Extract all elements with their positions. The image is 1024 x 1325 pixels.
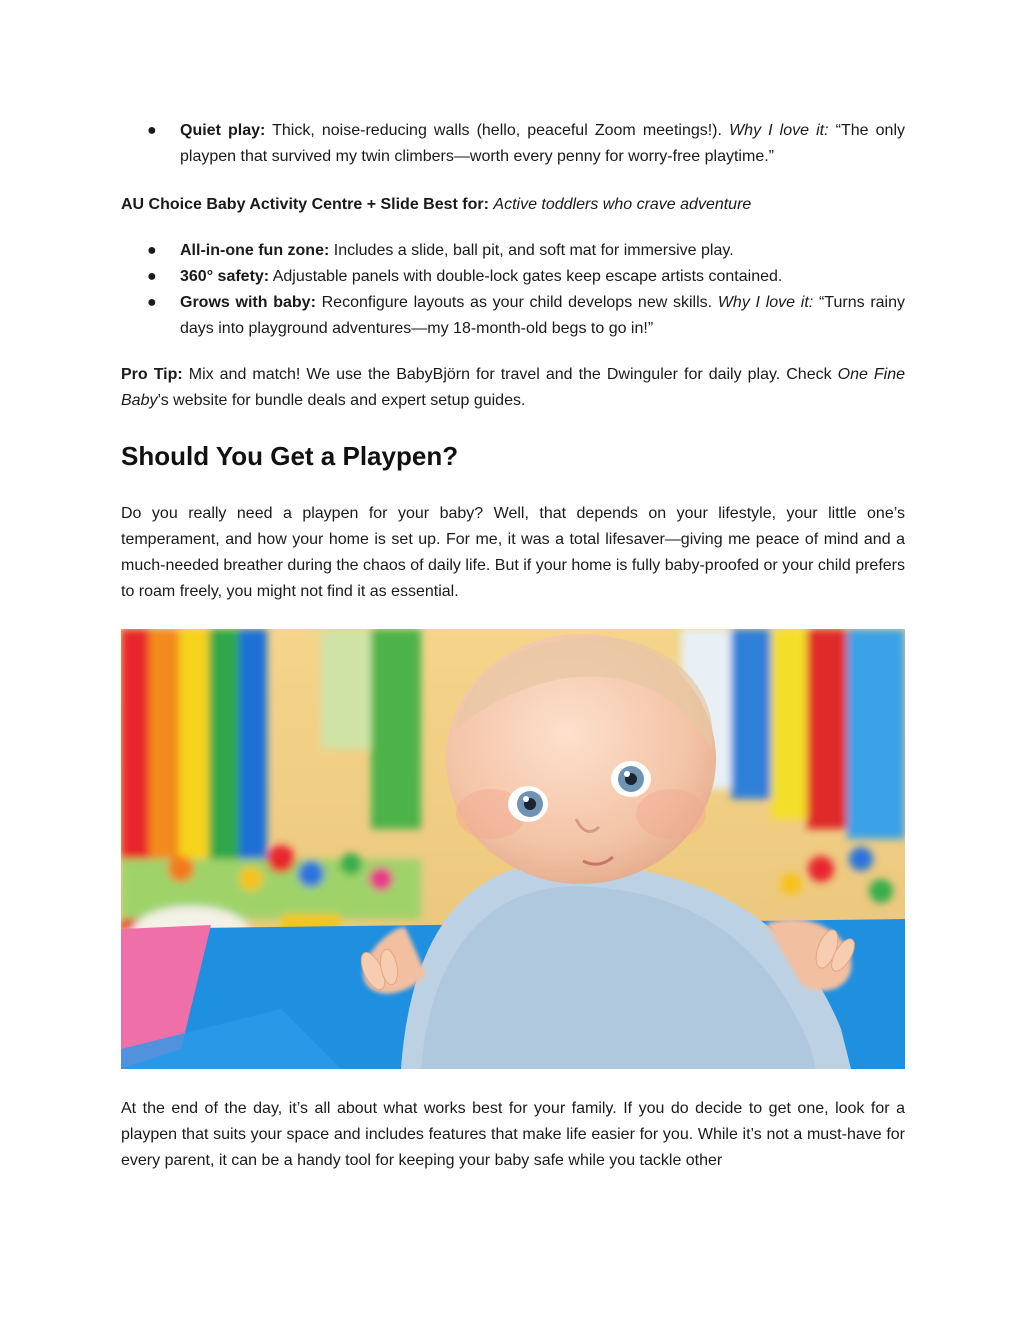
product-title: AU Choice Baby Activity Centre + Slide Best for: Active toddlers who crave adventure <box>121 196 752 213</box>
bullet-icon: ● <box>147 294 157 311</box>
list-item: ● Grows with baby: Reconfigure layouts as your child develops new skills. Why I love it: “Turns rainy days into playground adventures—my 18-month-old begs to go in!” <box>121 290 905 342</box>
list-item: ● 360° safety: Adjustable panels with double-lock gates keep escape artists contained. <box>121 264 905 290</box>
list-item: ● Quiet play: Thick, noise-reducing walls (hello, peaceful Zoom meetings!). Why I love it: “The only playpen that survived my twin climbers—worth every penny for worry-free playtime.” <box>121 118 905 170</box>
body-paragraph: Do you really need a playpen for your baby? Well, that depends on your lifestyle, your little one’s temperament, and how your home is set up. For me, it was a total lifesaver—giving me peace of mind and a much-needed breather during the chaos of daily life. But if your home is fully baby-proofed or your child prefers to roam freely, you might not find it as essential. <box>121 505 905 600</box>
body-paragraph: At the end of the day, it’s all about what works best for your family. If you do decide to get one, look for a playpen that suits your space and includes features that make life easier for you. While it’s not a must-have for every parent, it can be a handy tool for keeping your baby safe while you tackle other <box>121 1100 905 1169</box>
document-page <box>121 118 905 1174</box>
bullet-icon: ● <box>147 122 157 139</box>
pro-tip: Pro Tip: Mix and match! We use the BabyBjörn for travel and the Dwinguler for daily play. Check One Fine Baby’s website for bundle deals and expert setup guides. <box>121 366 906 409</box>
baby-playpen-photo <box>121 629 905 1069</box>
bullet-icon: ● <box>147 268 157 285</box>
section-heading: Should You Get a Playpen? <box>121 441 459 471</box>
list-item: ● All-in-one fun zone: Includes a slide, ball pit, and soft mat for immersive play. <box>121 238 905 264</box>
bullet-icon: ● <box>147 242 157 259</box>
feature-list <box>121 238 905 342</box>
item-label: Quiet play: <box>180 122 266 139</box>
